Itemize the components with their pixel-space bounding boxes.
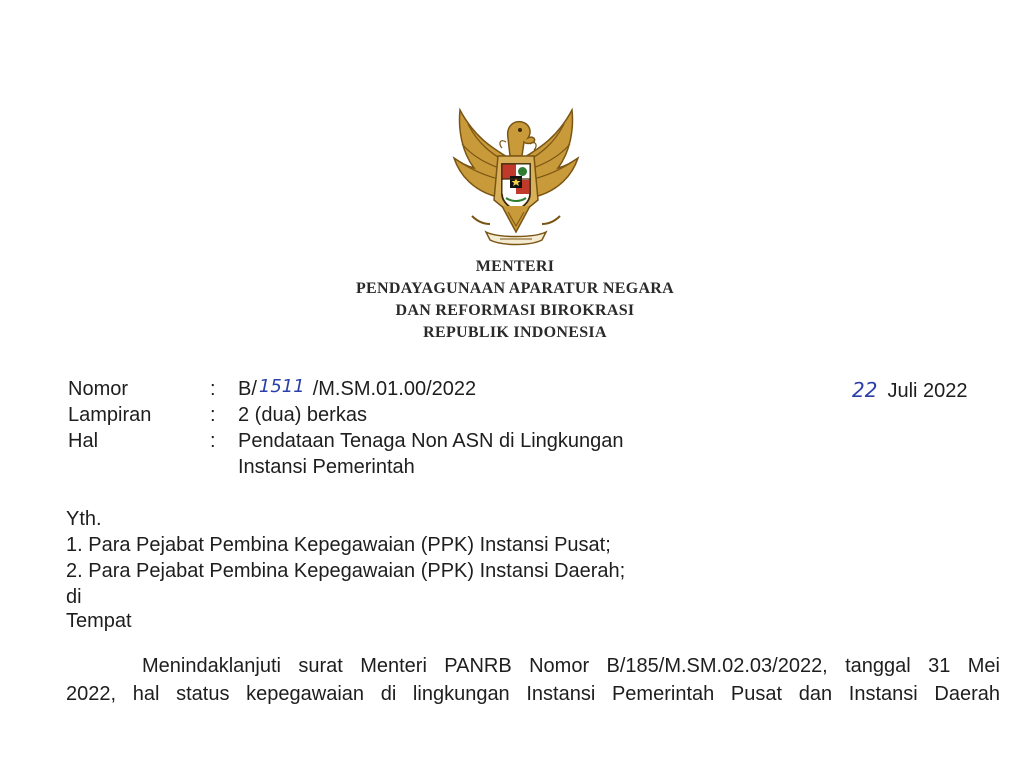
body-paragraph: [66, 652, 1000, 708]
hal-value-line1: Pendataan Tenaga Non ASN di Lingkungan: [238, 430, 624, 452]
nomor-suffix: /M.SM.01.00/2022: [312, 378, 477, 400]
nomor-label: Nomor: [68, 378, 129, 400]
cutoff-text-line: [66, 706, 446, 712]
letter-date: [852, 378, 968, 403]
letterhead-ministry-line2: DAN REFORMASI BIROKRASI: [395, 302, 635, 319]
nomor-handwritten: 1511: [258, 376, 305, 397]
date-month-year: Juli 2022: [887, 380, 968, 402]
lampiran-value: 2 (dua) berkas: [238, 404, 367, 426]
recipient-item-2: 2. Para Pejabat Pembina Kepegawaian (PPK) Instansi Daerah;: [66, 560, 626, 582]
hal-colon: :: [210, 430, 216, 452]
paragraph-line-2: 2022, hal status kepegawaian di lingkungan Instansi Pemerintah Pusat dan Instansi Daerah: [66, 683, 1000, 705]
letterhead-ministry-line1: PENDAYAGUNAAN APARATUR NEGARA: [355, 280, 675, 297]
letterhead-country: REPUBLIK INDONESIA: [423, 324, 607, 341]
letterhead: [0, 256, 1024, 344]
letter-sheet: [0, 56, 1024, 712]
nomor-value: [238, 376, 476, 403]
recipient-di: di: [66, 586, 82, 608]
lampiran-label: Lampiran: [68, 404, 152, 426]
lampiran-colon: :: [210, 404, 216, 426]
nomor-colon: :: [210, 378, 216, 400]
date-day-handwritten: 22: [852, 378, 878, 402]
nomor-prefix: B/: [238, 378, 257, 400]
recipient-tempat: Tempat: [66, 610, 132, 632]
recipient-item-1: 1. Para Pejabat Pembina Kepegawaian (PPK) Instansi Pusat;: [66, 534, 611, 556]
hal-value-line2: Instansi Pemerintah: [238, 456, 415, 478]
garuda-emblem-icon: [446, 100, 586, 250]
hal-label: Hal: [68, 430, 99, 452]
paragraph-line-1: Menindaklanjuti surat Menteri PANRB Nomor B/185/M.SM.02.03/2022, tanggal 31 Mei: [142, 655, 1000, 677]
salutation: Yth.: [66, 508, 102, 530]
letterhead-title: MENTERI: [475, 258, 555, 275]
